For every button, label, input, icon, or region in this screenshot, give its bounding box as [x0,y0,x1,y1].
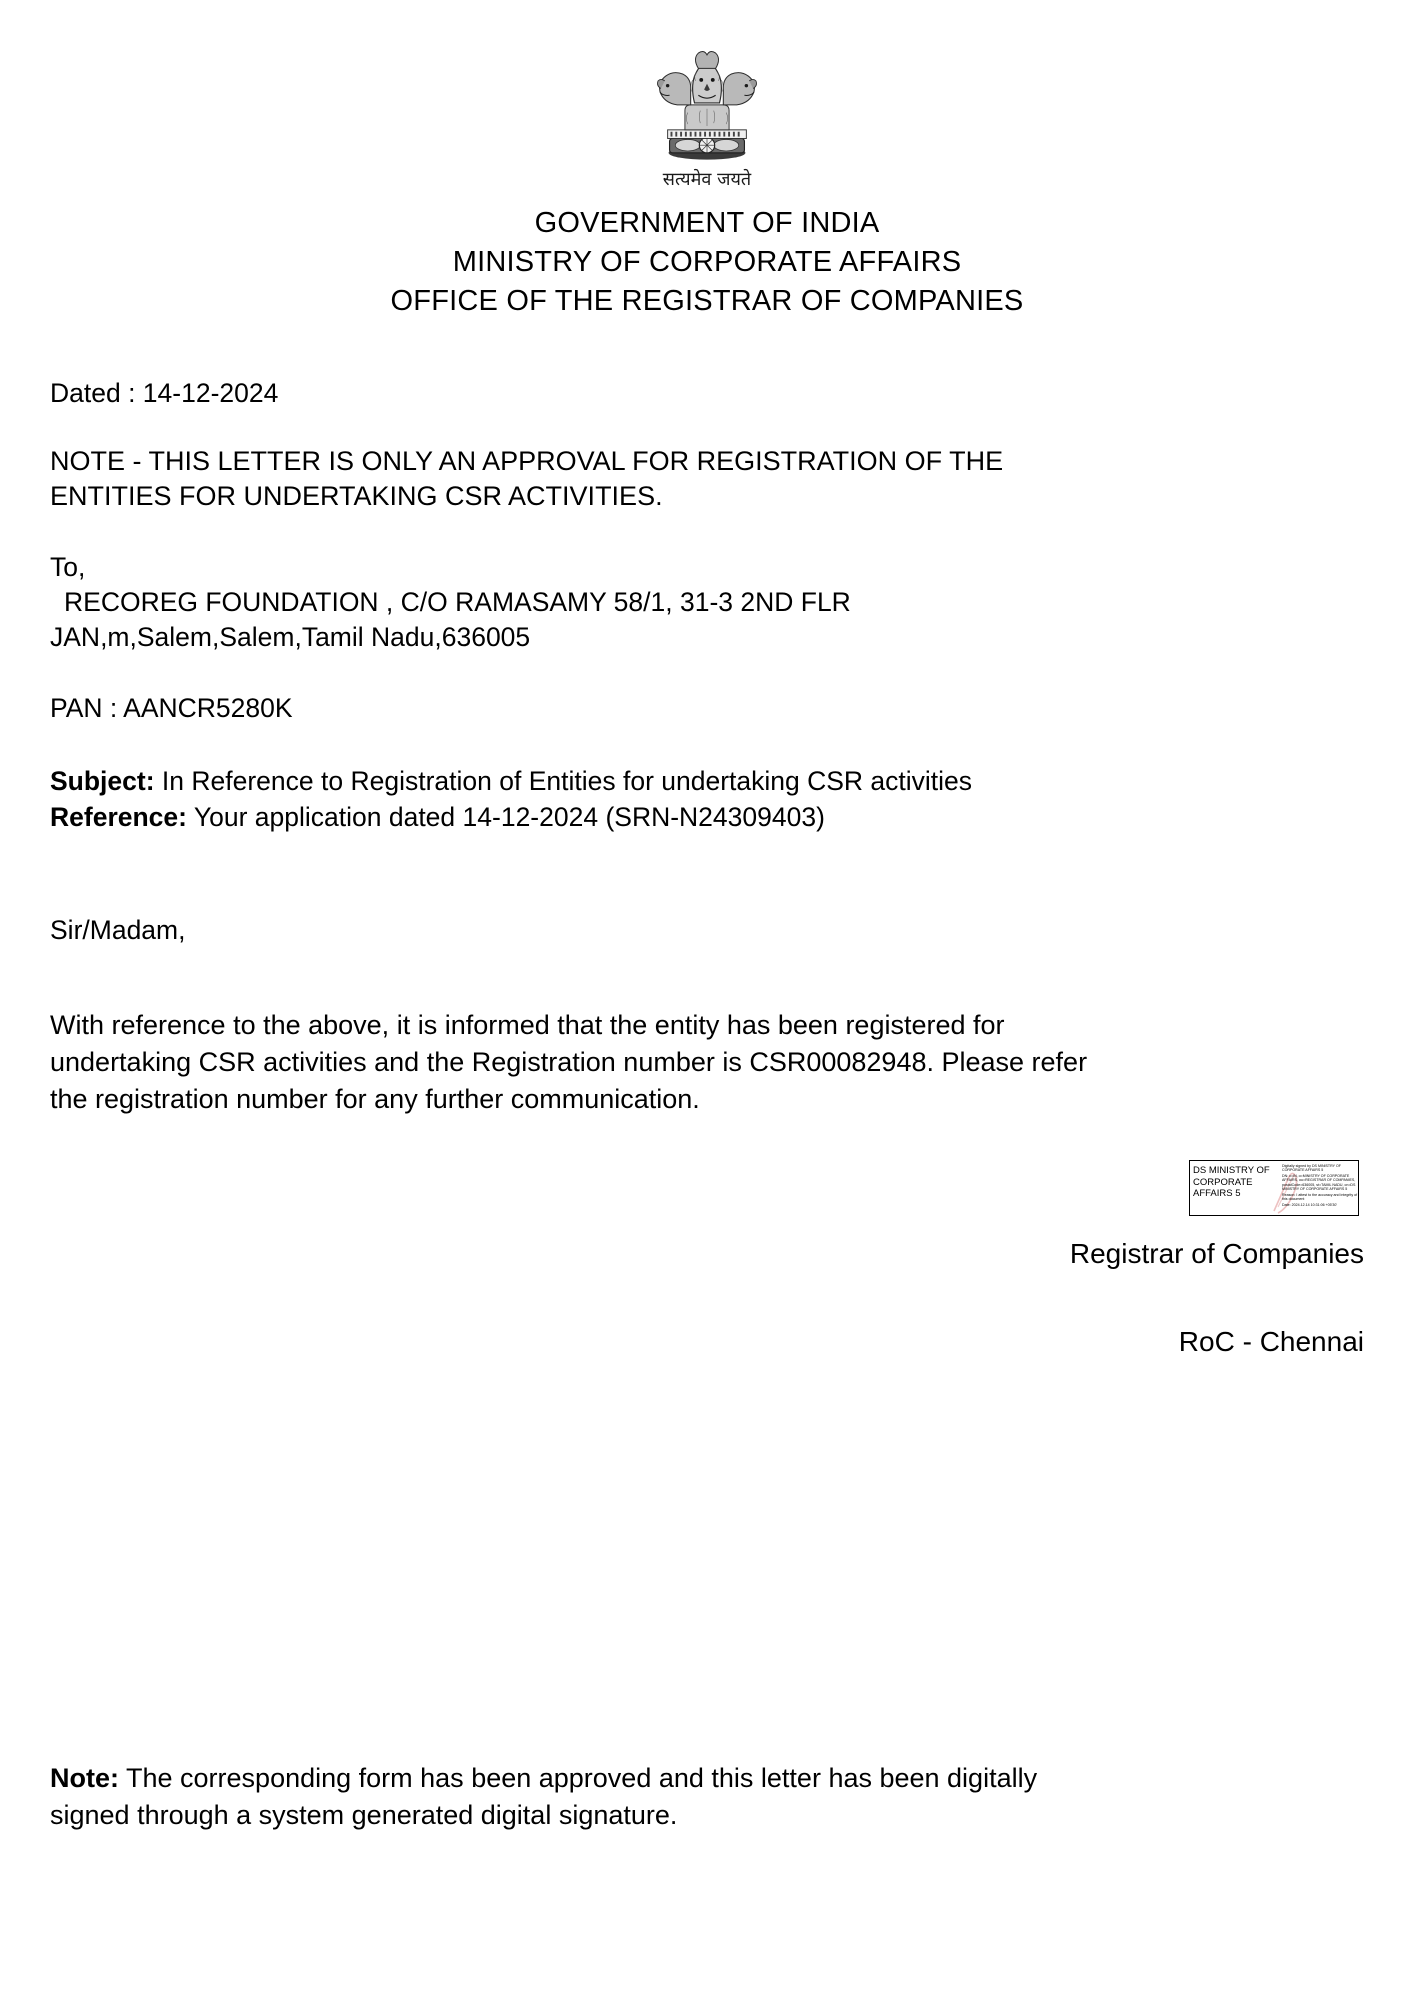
reference-label: Reference: [50,802,187,832]
header-title-block [0,204,1414,321]
recipient-pan: PAN : AANCR5280K [50,693,293,723]
letter-date: Dated : 14-12-2024 [50,378,279,408]
stamp-detail-line-3: Reason: I attest to the accuracy and integrity of this document [1282,1192,1358,1202]
signature-block [764,1160,1364,1360]
salutation: Sir/Madam, [50,915,186,945]
footer-note [50,1760,1080,1834]
digital-signature-stamp [1189,1160,1359,1216]
subject-row [50,763,1364,799]
body-paragraph: With reference to the above, it is informed that the entity has been registered for undertaking CSR activities and the Registration number is CSR00082948. Please refer the registration number for any further communication. [50,1010,1088,1114]
approval-note-heading: NOTE - THIS LETTER IS ONLY AN APPROVAL FOR REGISTRATION OF THE ENTITIES FOR UNDERTAKING CSR ACTIVITIES. [50,446,1004,511]
subject-text: In Reference to Registration of Entities for undertaking CSR activities [161,766,973,796]
stamp-signer-name: DS MINISTRY OF CORPORATE AFFAIRS 5 [1193,1165,1270,1199]
header-line-government: GOVERNMENT OF INDIA [534,207,880,239]
recipient-name: RECOREG FOUNDATION , C/O RAMASAMY 58/1, 31-3 2ND FLR [64,587,851,617]
to-label: To, [50,552,86,582]
header-line-office: OFFICE OF THE REGISTRAR OF COMPANIES [390,285,1024,317]
india-state-emblem-icon [632,30,782,174]
footer-note-label: Note: [50,1763,119,1793]
signatory-designation: Registrar of Companies [1069,1238,1364,1269]
emblem-container [0,30,1414,190]
footer-note-text: The corresponding form has been approved and this letter has been digitally signed through a system generated digital signature. [50,1763,1038,1830]
signatory-office: RoC - Chennai [1178,1326,1364,1357]
recipient-address: JAN,m,Salem,Salem,Tamil Nadu,636005 [50,622,531,652]
stamp-detail-line-1: Digitally signed by DS MINISTRY OF CORPORATE AFFAIRS 5 [1282,1164,1341,1173]
letterhead [0,0,1414,321]
stamp-detail-line-4: Date: 2024.12.14 10:31:06 +05'30' [1282,1202,1338,1207]
stamp-detail-line-2: DN: c=IN, o=MINISTRY OF CORPORATE AFFAIRS, ou=REGISTRAR OF COMPANIES, postalCode=636005, st=TAMIL NADU, cn=DS MINISTRY OF CORPORATE AFFAIRS 5 [1282,1174,1356,1191]
reference-row [50,799,1364,835]
reference-text: Your application dated 14-12-2024 (SRN-N24309403) [193,802,825,832]
subject-label: Subject: [50,766,155,796]
stamp-certificate-details [1282,1164,1358,1209]
header-line-ministry: MINISTRY OF CORPORATE AFFAIRS [452,246,962,278]
emblem-motto: सत्यमेव जयते [662,169,752,190]
letter-body [50,321,1364,1118]
recipient-block [50,550,1364,655]
